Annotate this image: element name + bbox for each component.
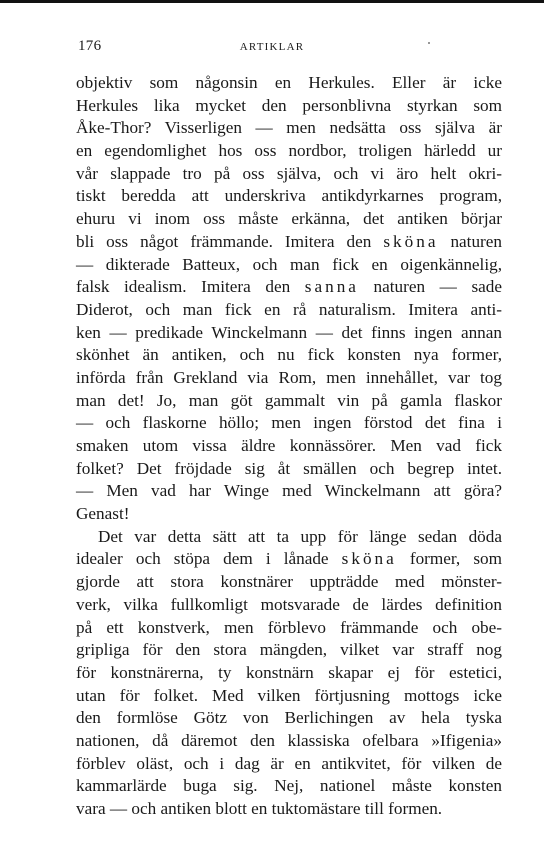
text-line: bli oss något främmande. Imitera den sköna naturen xyxy=(76,231,502,251)
text-line: — och flaskorne höllo; men ingen förstod det fina i xyxy=(76,413,502,433)
text-line: — dikterade Batteux, och man fick en oigenkännelig, xyxy=(76,254,502,274)
text-line: på ett konstverk, men förblevo främmande och obe- xyxy=(76,617,502,637)
running-head: ARTIKLAR xyxy=(239,41,305,53)
text-line: gripliga för den stora mängden, vilket var straff nog xyxy=(76,640,502,660)
text-line: objektiv som någonsin en Herkules. Eller är icke xyxy=(76,73,502,92)
text-line: den formlöse Götz von Berlichingen av hela tyska xyxy=(76,708,502,728)
text-line: kammarlärde buga sig. Nej, nationel måste konsten xyxy=(76,776,502,796)
text-line: verk, vilka fullkomligt motsvarade de lärdes definition xyxy=(76,594,502,614)
body-text xyxy=(76,72,502,821)
text-line: ehuru vi inom oss måste erkänna, det antiken börjar xyxy=(76,209,502,229)
text-line: smaken utom vissa äldre konnässörer. Men vad fick xyxy=(76,436,502,455)
print-speck xyxy=(428,42,430,44)
text-line: folket? Det fröjdade sig åt smällen och begrep intet. xyxy=(76,458,502,478)
text-line: för konstnärerna, ty konstnärn skapar ej för estetici, xyxy=(76,662,502,682)
text-line: idealer och stöpa dem i lånade sköna former, som xyxy=(76,549,502,569)
text-line: skönhet än antiken, och nu fick konsten nya former, xyxy=(76,345,502,365)
page-header xyxy=(0,38,544,60)
text-line: införda från Grekland via Rom, men innehållet, var tog xyxy=(76,367,502,387)
text-line: Herkules lika mycket den personblivna styrkan som xyxy=(76,95,502,115)
text-line: Diderot, och man fick en rå naturalism. Imitera anti- xyxy=(76,299,502,319)
paragraph xyxy=(76,72,502,526)
text-line: Genast! xyxy=(76,504,130,524)
text-line: Åke-Thor? Visserligen — men nedsätta oss själva är xyxy=(76,118,502,138)
text-line: vår slappade tro på oss själva, och vi äro helt okri- xyxy=(76,163,502,183)
text-line: falsk idealism. Imitera den sanna naturen — sade xyxy=(76,277,503,297)
text-line: man det! Jo, man göt gammalt vin på gamla flaskor xyxy=(76,390,502,410)
paragraph xyxy=(76,526,502,821)
page-number: 176 xyxy=(78,38,102,54)
text-line: — Men vad har Winge med Winckelmann att göra? xyxy=(76,481,502,501)
text-line: ken — predikade Winckelmann — det finns ingen annan xyxy=(76,322,502,342)
text-line: nationen, då däremot den klassiska ofelbara »Ifigenia» xyxy=(76,730,502,750)
text-line: gjorde att stora konstnärer uppträdde med mönster- xyxy=(76,572,502,592)
text-line: Det var detta sätt att ta upp för länge sedan döda xyxy=(98,526,502,546)
text-line: förblev oläst, och i dag är en antikvitet, för vilken de xyxy=(76,753,502,773)
text-line: utan för folket. Med vilken förtjusning mottogs icke xyxy=(76,685,502,705)
text-line: tiskt beredda att underskriva antikdyrkarnes program, xyxy=(76,186,502,206)
top-edge-rule xyxy=(0,0,544,3)
text-line: vara — och antiken blott en tuktomästare till formen. xyxy=(76,799,443,818)
text-line: en egendomlighet hos oss nordbor, troligen härledd ur xyxy=(76,141,502,161)
